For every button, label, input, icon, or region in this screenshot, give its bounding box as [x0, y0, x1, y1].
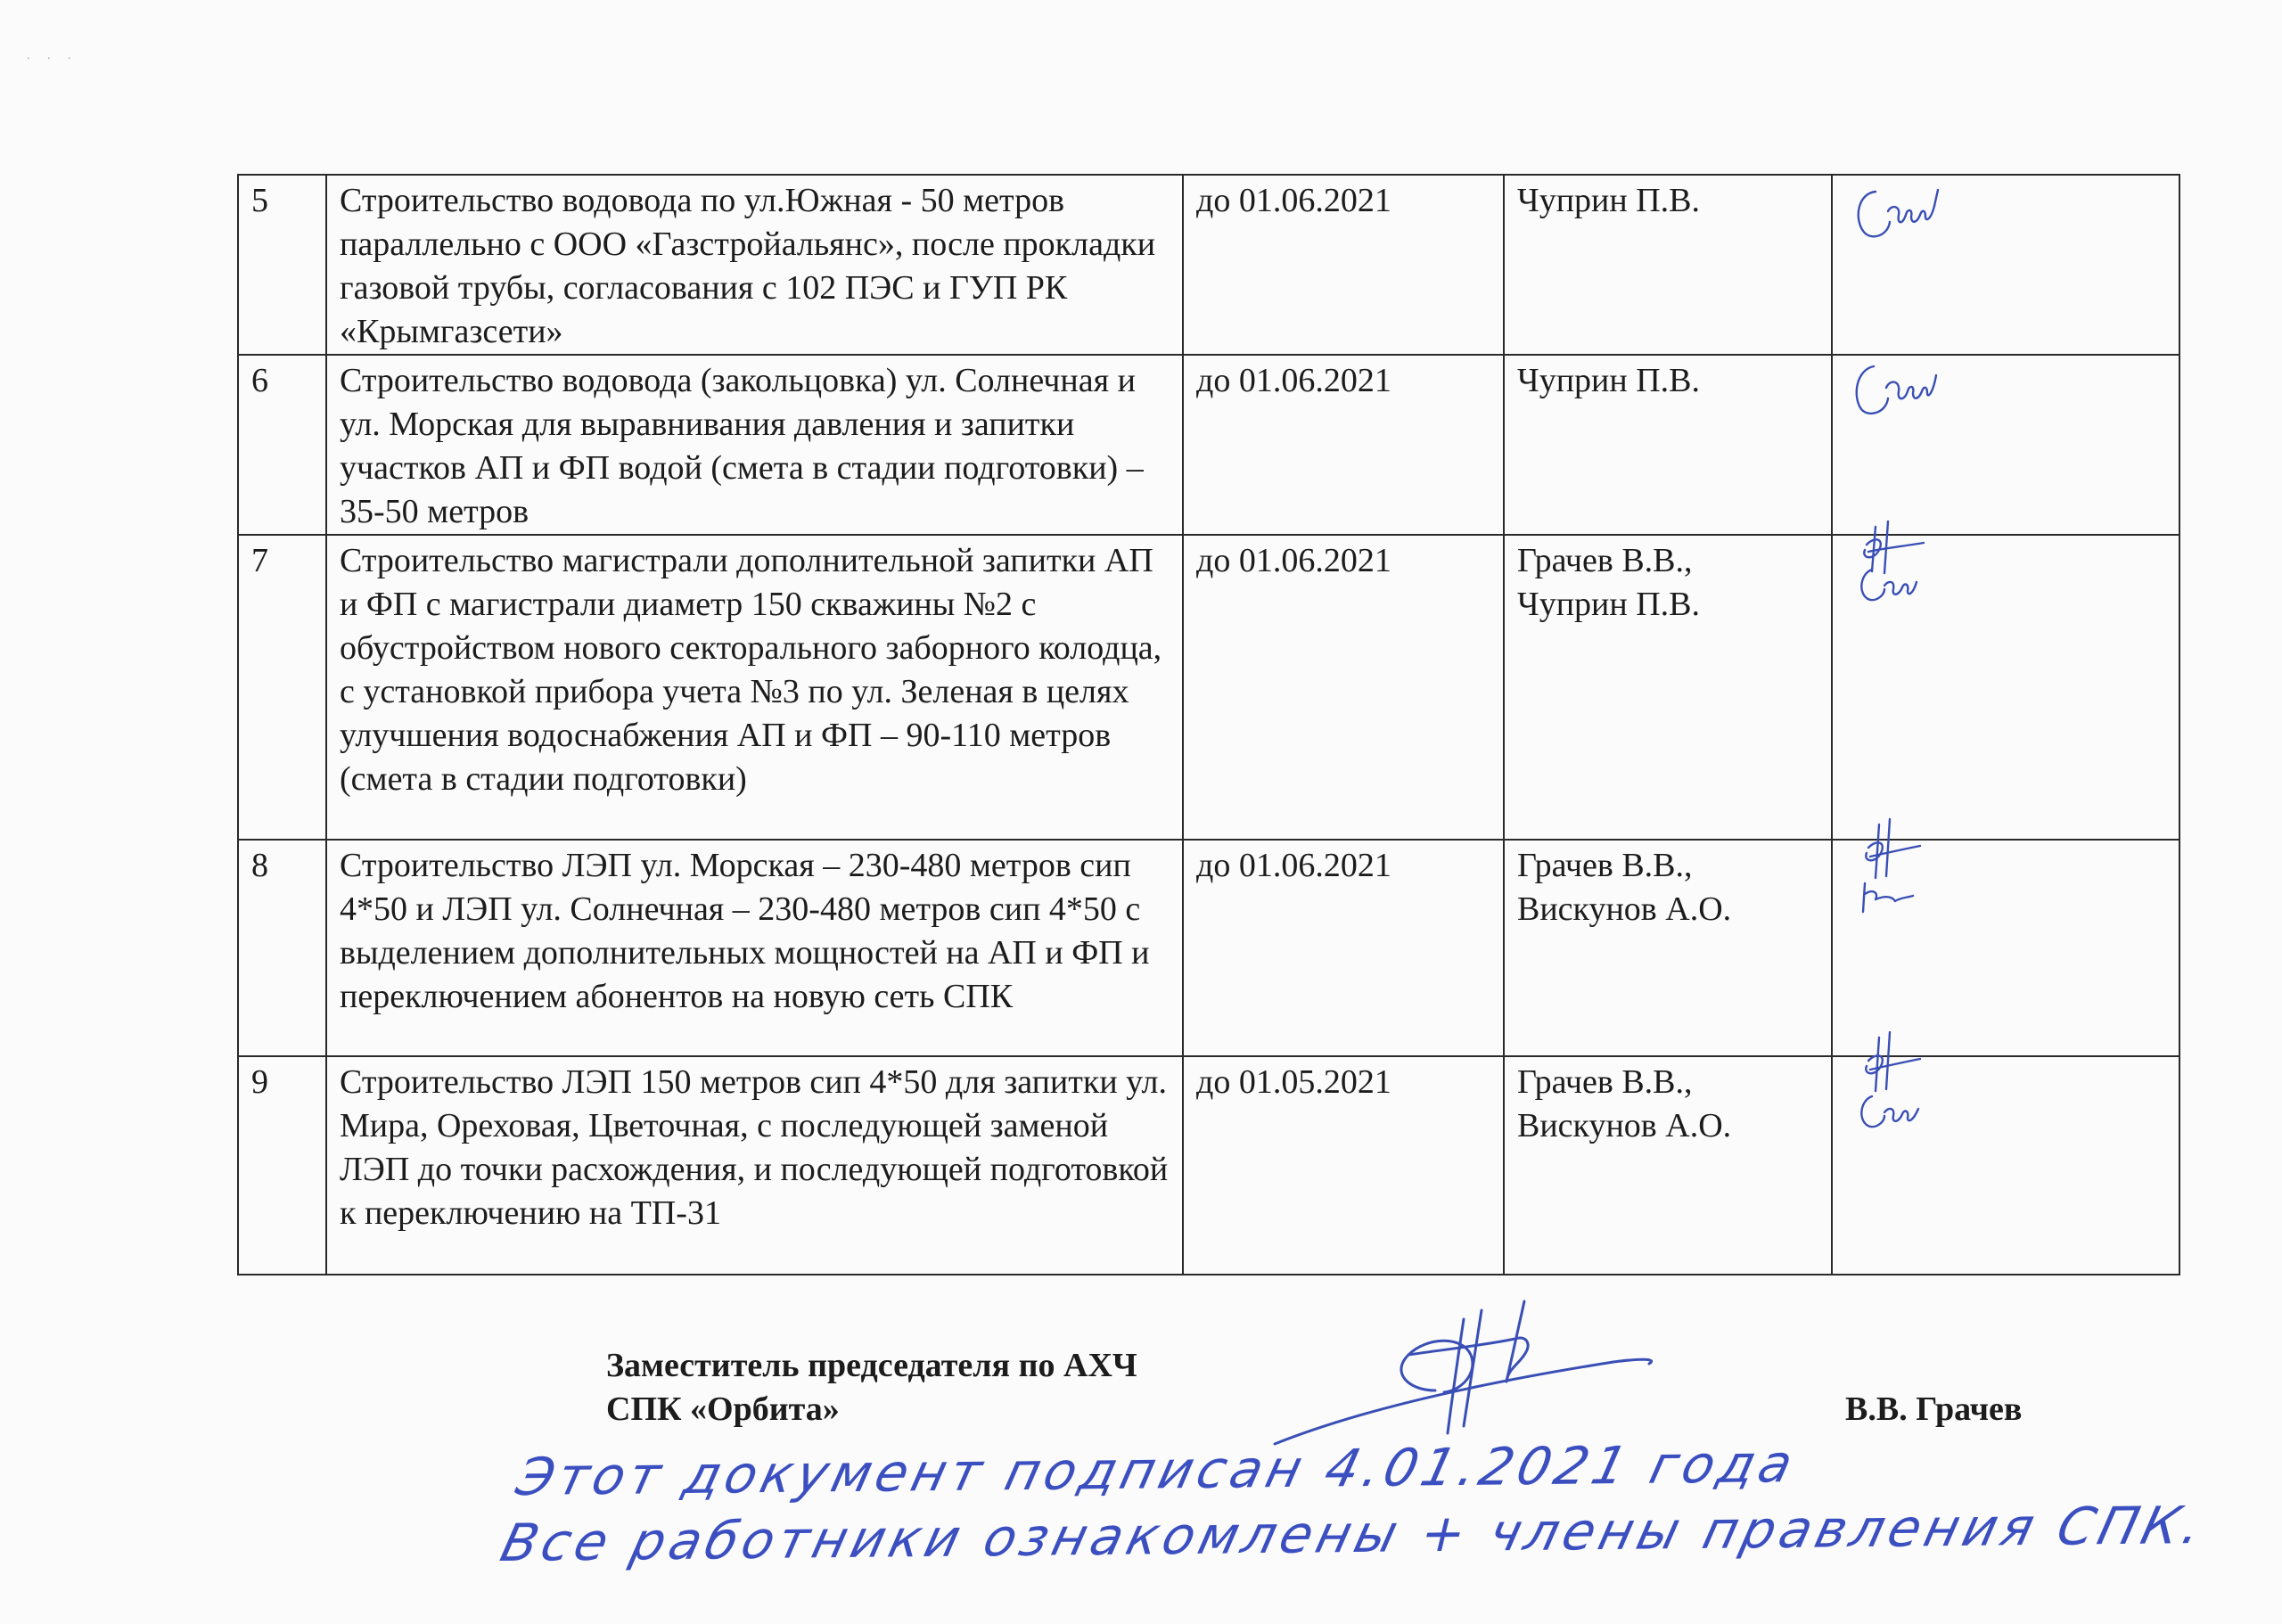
organization-name: СПК «Орбита» — [606, 1390, 840, 1428]
responsible — [1504, 535, 1832, 840]
signature-icon — [1849, 509, 1947, 607]
signature-icon — [1849, 179, 1947, 259]
responsible-person: Вискунов А.О. — [1517, 890, 1732, 928]
responsible-person: Чуприн П.В. — [1517, 182, 1700, 219]
position-title: Заместитель председателя по АХЧ — [606, 1347, 1137, 1384]
responsible-person: Вискунов А.О. — [1517, 1107, 1732, 1144]
row-number: 9 — [238, 1056, 326, 1275]
task-description: Строительство магистрали дополнительной запитки АП и ФП с магистрали диаметр 150 скважины №2 с обустройством нового секторального заборного колодца, с установкой прибора учета №3 по ул. Зеленая в целях улучшения водоснабжения АП и ФП – 90-110 метров (смета в стадии подготовки) — [326, 535, 1183, 840]
deadline: до 01.05.2021 — [1183, 1056, 1504, 1275]
plan-table — [237, 174, 2180, 1275]
row-number: 5 — [238, 175, 326, 355]
responsible — [1504, 1056, 1832, 1275]
table-row — [238, 355, 2179, 535]
table-row — [238, 535, 2179, 840]
signature-cell — [1832, 175, 2179, 355]
table-row — [238, 1056, 2179, 1275]
deadline: до 01.06.2021 — [1183, 535, 1504, 840]
task-description: Строительство ЛЭП ул. Морская – 230-480 метров сип 4*50 и ЛЭП ул. Солнечная – 230-480 метров сип 4*50 с выделением дополнительных мощностей на АП и ФП и переключением абонентов на новую сеть СПК — [326, 840, 1183, 1056]
signature-cell — [1832, 1056, 2179, 1275]
handwritten-note — [495, 1427, 2212, 1576]
responsible — [1504, 840, 1832, 1056]
responsible — [1504, 355, 1832, 535]
responsible — [1504, 175, 1832, 355]
signature-cell — [1832, 535, 2179, 840]
signatory-position — [606, 1344, 1137, 1431]
responsible-person: Грачев В.В., — [1517, 847, 1693, 884]
scan-marks: . . . — [27, 49, 78, 62]
signatory-name: В.В. Грачев — [1845, 1390, 2023, 1428]
row-number: 7 — [238, 535, 326, 840]
responsible-person: Чуприн П.В. — [1517, 362, 1700, 399]
responsible-person: Грачев В.В., — [1517, 1063, 1693, 1101]
deadline: до 01.06.2021 — [1183, 355, 1504, 535]
deadline: до 01.06.2021 — [1183, 840, 1504, 1056]
row-number: 8 — [238, 840, 326, 1056]
task-description: Строительство водовода (закольцовка) ул. Солнечная и ул. Морская для выравнивания давления и запитки участков АП и ФП водой (смета в стадии подготовки) – 35-50 метров — [326, 355, 1183, 535]
row-number: 6 — [238, 355, 326, 535]
handwritten-line: Этот документ подписан 4.01.2021 года — [511, 1433, 1803, 1507]
task-description: Строительство ЛЭП 150 метров сип 4*50 для запитки ул. Мира, Ореховая, Цветочная, с последующей заменой ЛЭП до точки расхождения, и последующей подготовкой к переключению на ТП-31 — [326, 1056, 1183, 1275]
signature-icon — [1849, 1020, 1947, 1144]
handwritten-line: Все работники ознакомлены + члены правления СПК. — [495, 1495, 2212, 1573]
deadline: до 01.06.2021 — [1183, 175, 1504, 355]
signature-icon — [1849, 803, 1947, 928]
signature-cell — [1832, 355, 2179, 535]
signature-icon — [1849, 356, 1947, 436]
responsible-person: Чуприн П.В. — [1517, 586, 1700, 623]
table-row — [238, 175, 2179, 355]
responsible-person: Грачев В.В., — [1517, 542, 1693, 579]
task-description: Строительство водовода по ул.Южная - 50 метров параллельно с ООО «Газстройальянс», после прокладки газовой трубы, согласования с 102 ПЭС и ГУП РК «Крымгазсети» — [326, 175, 1183, 355]
